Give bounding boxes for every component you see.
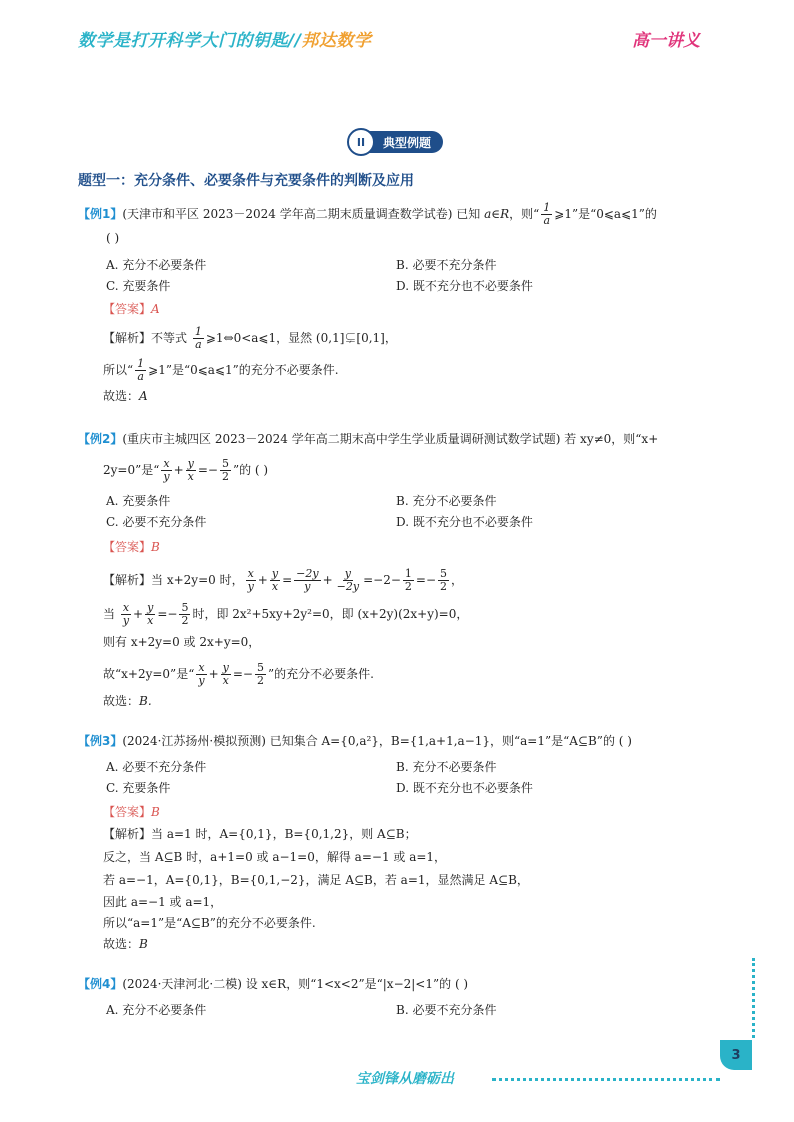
section-number: II [347, 128, 375, 156]
ex1-answer: 【答案】A [103, 302, 160, 316]
ex3-option-c: C. 充要条件 [106, 781, 171, 795]
ex2-answer: 【答案】B [103, 540, 160, 554]
ex1-option-d: D. 既不充分也不必要条件 [396, 279, 533, 293]
ex2-analysis-2: 当 $\frac{x}{y}$ + $\frac{y}{x}$ =− $\frac{5}{2}$ 时，即 2x²+5xy+2y²=0，即 (x+2y)(2x+y)=0， [103, 601, 469, 627]
ex3-analysis-5: 所以“a=1”是“A⊆B”的充分不必要条件. [103, 916, 316, 930]
ex3-stem: 【例3】(2024·江苏扬州·模拟预测) 已知集合 A={0,a²}，B={1,a+1,a−1}，则“a=1”是“A⊆B”的 ( ) [78, 734, 632, 748]
ex3-option-b: B. 充分不必要条件 [396, 760, 497, 774]
ex3-option-a: A. 必要不充分条件 [106, 760, 207, 774]
ex2-option-a: A. 充要条件 [106, 494, 171, 508]
footer-motto: 宝剑锋从磨砺出 [356, 1071, 454, 1087]
ex1-analysis-1: 【解析】不等式 $\frac{1}{a}$ ⩾1⇔0<a⩽1，显然 (0,1]⊊[0,1]， [103, 325, 397, 351]
decorative-dots-horizontal [492, 1078, 720, 1083]
ex2-analysis-3: 则有 x+2y=0 或 2x+y=0， [103, 635, 261, 649]
section-title: 典型例题 [369, 131, 443, 153]
header-brand: 邦达数学 [301, 31, 372, 51]
decorative-dots-vertical [752, 958, 759, 1038]
ex2-option-c: C. 必要不充分条件 [106, 515, 207, 529]
ex3-answer: 【答案】B [103, 805, 160, 819]
ex2-stem-2: 2y=0”是“ $\frac{x}{y}$ + $\frac{y}{x}$ =− $\frac{5}{2}$ ”的 ( ) [103, 457, 269, 483]
ex3-select: 故选：B [103, 937, 148, 951]
ex1-option-c: C. 充要条件 [106, 279, 171, 293]
ex4-option-b: B. 必要不充分条件 [396, 1003, 497, 1017]
ex3-analysis-1: 【解析】当 a=1 时，A={0,1}，B={0,1,2}，则 A⊆B； [103, 827, 417, 841]
ex2-option-b: B. 充分不必要条件 [396, 494, 497, 508]
ex2-select: 故选：B. [103, 694, 152, 708]
header-slogan: 数学是打开科学大门的钥匙//邦达数学 [78, 31, 372, 51]
ex3-analysis-2: 反之，当 A⊆B 时，a+1=0 或 a−1=0，解得 a=−1 或 a=1， [103, 850, 447, 864]
header-grade-label: 高一讲义 [632, 31, 700, 51]
page-number: 3 [720, 1040, 752, 1070]
ex4-stem: 【例4】(2024·天津河北·二模) 设 x∈R，则“1<x<2”是“|x−2|<1”的 ( ) [78, 977, 469, 991]
ex1-option-a: A. 充分不必要条件 [106, 258, 207, 272]
ex1-stem: 【例1】(天津市和平区 2023－2024 学年高二期末质量调查数学试卷) 已知 a∈R，则“ $\frac{1}{a}$ ⩾1”是“0⩽a⩽1”的 [78, 201, 657, 227]
ex3-option-d: D. 既不充分也不必要条件 [396, 781, 533, 795]
ex3-analysis-4: 因此 a=−1 或 a=1， [103, 895, 223, 909]
ex2-analysis-1: 【解析】当 x+2y=0 时， $\frac{x}{y}$ + $\frac{y}{x}$ = $\frac{-2y}{y}$ + $\frac{y}{-2y}$ =−2− $\frac{1}{2}$ =− $\frac{5}{2}$ ， [103, 567, 464, 593]
ex1-analysis-2: 所以“ $\frac{1}{a}$ ⩾1”是“0⩽a⩽1”的充分不必要条件. [103, 357, 339, 383]
ex3-analysis-3: 若 a=−1，A={0,1}，B={0,1,−2}，满足 A⊆B，若 a=1，显然满足 A⊆B， [103, 873, 529, 887]
ex2-option-d: D. 既不充分也不必要条件 [396, 515, 533, 529]
ex1-paren: ( ) [106, 231, 120, 245]
ex1-option-b: B. 必要不充分条件 [396, 258, 497, 272]
ex2-analysis-4: 故“x+2y=0”是“ $\frac{x}{y}$ + $\frac{y}{x}$ =− $\frac{5}{2}$ ”的充分不必要条件. [103, 661, 374, 687]
topic-title: 题型一：充分条件、必要条件与充要条件的判断及应用 [78, 173, 414, 189]
ex1-select: 故选：A [103, 389, 148, 403]
ex4-option-a: A. 充分不必要条件 [106, 1003, 207, 1017]
ex2-stem: 【例2】(重庆市主城四区 2023－2024 学年高二期末高中学生学业质量调研测试数学试题) 若 xy≠0，则“x+ [78, 432, 659, 446]
section-badge [347, 128, 443, 156]
